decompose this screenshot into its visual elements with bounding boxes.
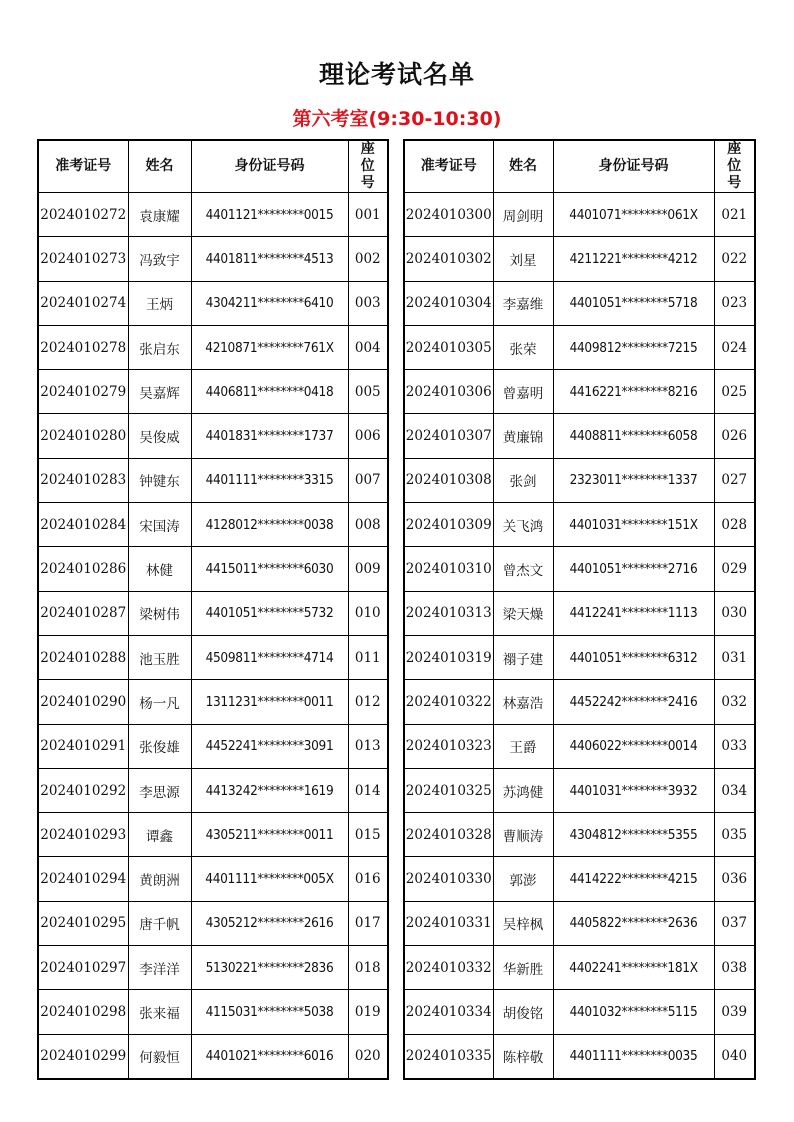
header-name: 姓名 xyxy=(493,140,553,193)
cell-seat-no: 011 xyxy=(348,635,388,679)
exam-room-subtitle: 第六考室(9:30-10:30) xyxy=(292,108,502,130)
cell-exam-no: 2024010297 xyxy=(38,946,128,990)
table-row xyxy=(38,813,388,857)
table-row xyxy=(404,591,755,635)
cell-exam-no: 2024010331 xyxy=(404,901,493,945)
header-exam-no: 准考证号 xyxy=(38,140,128,193)
table-row xyxy=(404,857,755,901)
cell-id-no: 4305211********0011 xyxy=(191,813,348,857)
table-row xyxy=(38,990,388,1034)
cell-name: 曾嘉明 xyxy=(493,370,553,414)
header-seat-no: 座位号 xyxy=(714,140,755,193)
cell-name: 禤子建 xyxy=(493,635,553,679)
cell-exam-no: 2024010292 xyxy=(38,768,128,812)
cell-name: 黄廉锦 xyxy=(493,414,553,458)
cell-exam-no: 2024010294 xyxy=(38,857,128,901)
cell-exam-no: 2024010302 xyxy=(404,237,493,281)
cell-seat-no: 029 xyxy=(714,547,755,591)
cell-name: 林健 xyxy=(128,547,191,591)
table-row xyxy=(38,237,388,281)
cell-name: 张剑 xyxy=(493,458,553,502)
cell-name: 张俊雄 xyxy=(128,724,191,768)
cell-id-no: 1311231********0011 xyxy=(191,680,348,724)
cell-seat-no: 031 xyxy=(714,635,755,679)
cell-id-no: 4452242********2416 xyxy=(553,680,714,724)
cell-seat-no: 040 xyxy=(714,1034,755,1079)
table-row xyxy=(38,281,388,325)
cell-name: 杨一凡 xyxy=(128,680,191,724)
cell-name: 关飞鸿 xyxy=(493,503,553,547)
table-row xyxy=(38,547,388,591)
cell-seat-no: 023 xyxy=(714,281,755,325)
cell-id-no: 4401831********1737 xyxy=(191,414,348,458)
cell-exam-no: 2024010298 xyxy=(38,990,128,1034)
cell-seat-no: 012 xyxy=(348,680,388,724)
cell-seat-no: 027 xyxy=(714,458,755,502)
cell-name: 梁树伟 xyxy=(128,591,191,635)
cell-seat-no: 013 xyxy=(348,724,388,768)
table-row xyxy=(404,503,755,547)
cell-name: 吴嘉辉 xyxy=(128,370,191,414)
table-row xyxy=(404,325,755,369)
header-name: 姓名 xyxy=(128,140,191,193)
table-row xyxy=(38,901,388,945)
cell-id-no: 4304812********5355 xyxy=(553,813,714,857)
cell-id-no: 4401111********005X xyxy=(191,857,348,901)
cell-id-no: 4128012********0038 xyxy=(191,503,348,547)
cell-id-no: 4401111********3315 xyxy=(191,458,348,502)
cell-seat-no: 007 xyxy=(348,458,388,502)
table-row xyxy=(404,901,755,945)
cell-name: 冯致宇 xyxy=(128,237,191,281)
table-row xyxy=(404,813,755,857)
table-row xyxy=(404,768,755,812)
cell-id-no: 5130221********2836 xyxy=(191,946,348,990)
cell-id-no: 4401032********5115 xyxy=(553,990,714,1034)
cell-id-no: 4401121********0015 xyxy=(191,193,348,237)
cell-seat-no: 039 xyxy=(714,990,755,1034)
table-row xyxy=(404,370,755,414)
cell-id-no: 4210871********761X xyxy=(191,325,348,369)
table-row xyxy=(38,724,388,768)
table-row xyxy=(38,193,388,237)
cell-name: 曾杰文 xyxy=(493,547,553,591)
cell-id-no: 4401051********5732 xyxy=(191,591,348,635)
cell-exam-no: 2024010330 xyxy=(404,857,493,901)
cell-name: 黄朗洲 xyxy=(128,857,191,901)
table-row xyxy=(404,680,755,724)
cell-id-no: 4401111********0035 xyxy=(553,1034,714,1079)
cell-seat-no: 037 xyxy=(714,901,755,945)
cell-seat-no: 034 xyxy=(714,768,755,812)
table-row xyxy=(38,857,388,901)
cell-id-no: 2323011********1337 xyxy=(553,458,714,502)
cell-name: 李嘉维 xyxy=(493,281,553,325)
cell-name: 池玉胜 xyxy=(128,635,191,679)
cell-name: 谭鑫 xyxy=(128,813,191,857)
cell-name: 林嘉浩 xyxy=(493,680,553,724)
table-header-row xyxy=(38,140,388,193)
table-row xyxy=(404,635,755,679)
cell-id-no: 4115031********5038 xyxy=(191,990,348,1034)
cell-exam-no: 2024010304 xyxy=(404,281,493,325)
cell-name: 张来福 xyxy=(128,990,191,1034)
cell-id-no: 4401051********5718 xyxy=(553,281,714,325)
cell-id-no: 4401071********061X xyxy=(553,193,714,237)
cell-exam-no: 2024010291 xyxy=(38,724,128,768)
cell-seat-no: 019 xyxy=(348,990,388,1034)
cell-id-no: 4409812********7215 xyxy=(553,325,714,369)
cell-id-no: 4211221********4212 xyxy=(553,237,714,281)
cell-exam-no: 2024010272 xyxy=(38,193,128,237)
cell-seat-no: 010 xyxy=(348,591,388,635)
cell-exam-no: 2024010287 xyxy=(38,591,128,635)
cell-seat-no: 024 xyxy=(714,325,755,369)
cell-seat-no: 026 xyxy=(714,414,755,458)
cell-name: 李洋洋 xyxy=(128,946,191,990)
cell-id-no: 4452241********3091 xyxy=(191,724,348,768)
table-row xyxy=(38,458,388,502)
cell-exam-no: 2024010307 xyxy=(404,414,493,458)
table-row xyxy=(38,1034,388,1079)
cell-id-no: 4401031********151X xyxy=(553,503,714,547)
cell-seat-no: 003 xyxy=(348,281,388,325)
table-row xyxy=(38,635,388,679)
cell-name: 何毅恒 xyxy=(128,1034,191,1079)
cell-exam-no: 2024010295 xyxy=(38,901,128,945)
cell-seat-no: 002 xyxy=(348,237,388,281)
cell-seat-no: 001 xyxy=(348,193,388,237)
cell-name: 吴梓枫 xyxy=(493,901,553,945)
cell-id-no: 4408811********6058 xyxy=(553,414,714,458)
table-row xyxy=(404,724,755,768)
table-row xyxy=(38,591,388,635)
cell-seat-no: 032 xyxy=(714,680,755,724)
cell-name: 李思源 xyxy=(128,768,191,812)
cell-exam-no: 2024010279 xyxy=(38,370,128,414)
cell-exam-no: 2024010325 xyxy=(404,768,493,812)
cell-seat-no: 036 xyxy=(714,857,755,901)
cell-seat-no: 014 xyxy=(348,768,388,812)
cell-seat-no: 038 xyxy=(714,946,755,990)
cell-name: 华新胜 xyxy=(493,946,553,990)
cell-id-no: 4401031********3932 xyxy=(553,768,714,812)
cell-seat-no: 020 xyxy=(348,1034,388,1079)
cell-exam-no: 2024010299 xyxy=(38,1034,128,1079)
cell-name: 陈梓敬 xyxy=(493,1034,553,1079)
table-row xyxy=(38,768,388,812)
table-row xyxy=(404,281,755,325)
cell-exam-no: 2024010335 xyxy=(404,1034,493,1079)
cell-id-no: 4412241********1113 xyxy=(553,591,714,635)
cell-name: 宋国涛 xyxy=(128,503,191,547)
cell-id-no: 4415011********6030 xyxy=(191,547,348,591)
cell-seat-no: 021 xyxy=(714,193,755,237)
cell-seat-no: 016 xyxy=(348,857,388,901)
table-row xyxy=(38,946,388,990)
cell-name: 梁天燥 xyxy=(493,591,553,635)
cell-seat-no: 018 xyxy=(348,946,388,990)
table-row xyxy=(38,325,388,369)
cell-exam-no: 2024010313 xyxy=(404,591,493,635)
cell-id-no: 4416221********8216 xyxy=(553,370,714,414)
table-row xyxy=(404,193,755,237)
cell-exam-no: 2024010286 xyxy=(38,547,128,591)
table-row xyxy=(404,547,755,591)
roster-table-left xyxy=(37,139,389,1080)
cell-name: 王炳 xyxy=(128,281,191,325)
cell-id-no: 4406811********0418 xyxy=(191,370,348,414)
cell-seat-no: 025 xyxy=(714,370,755,414)
cell-exam-no: 2024010334 xyxy=(404,990,493,1034)
cell-id-no: 4401811********4513 xyxy=(191,237,348,281)
table-row xyxy=(404,458,755,502)
cell-id-no: 4402241********181X xyxy=(553,946,714,990)
cell-name: 唐千帆 xyxy=(128,901,191,945)
cell-seat-no: 033 xyxy=(714,724,755,768)
cell-exam-no: 2024010273 xyxy=(38,237,128,281)
cell-id-no: 4413242********1619 xyxy=(191,768,348,812)
cell-seat-no: 017 xyxy=(348,901,388,945)
cell-exam-no: 2024010300 xyxy=(404,193,493,237)
table-row xyxy=(404,237,755,281)
table-row xyxy=(38,503,388,547)
cell-name: 刘星 xyxy=(493,237,553,281)
cell-id-no: 4305212********2616 xyxy=(191,901,348,945)
cell-name: 张启东 xyxy=(128,325,191,369)
cell-seat-no: 028 xyxy=(714,503,755,547)
cell-exam-no: 2024010305 xyxy=(404,325,493,369)
cell-name: 袁康耀 xyxy=(128,193,191,237)
cell-seat-no: 005 xyxy=(348,370,388,414)
cell-exam-no: 2024010278 xyxy=(38,325,128,369)
cell-seat-no: 030 xyxy=(714,591,755,635)
cell-seat-no: 015 xyxy=(348,813,388,857)
header-id-no: 身份证号码 xyxy=(553,140,714,193)
cell-name: 曹顺涛 xyxy=(493,813,553,857)
cell-exam-no: 2024010308 xyxy=(404,458,493,502)
cell-name: 吴俊威 xyxy=(128,414,191,458)
cell-seat-no: 009 xyxy=(348,547,388,591)
cell-id-no: 4406022********0014 xyxy=(553,724,714,768)
table-row xyxy=(38,414,388,458)
cell-name: 苏鸿健 xyxy=(493,768,553,812)
table-row xyxy=(404,990,755,1034)
cell-exam-no: 2024010284 xyxy=(38,503,128,547)
header-seat-no: 座位号 xyxy=(348,140,388,193)
cell-exam-no: 2024010332 xyxy=(404,946,493,990)
table-row xyxy=(404,946,755,990)
cell-name: 钟键东 xyxy=(128,458,191,502)
cell-exam-no: 2024010293 xyxy=(38,813,128,857)
table-row xyxy=(38,680,388,724)
cell-id-no: 4509811********4714 xyxy=(191,635,348,679)
cell-exam-no: 2024010322 xyxy=(404,680,493,724)
cell-exam-no: 2024010280 xyxy=(38,414,128,458)
cell-exam-no: 2024010310 xyxy=(404,547,493,591)
cell-exam-no: 2024010274 xyxy=(38,281,128,325)
cell-exam-no: 2024010306 xyxy=(404,370,493,414)
cell-id-no: 4401021********6016 xyxy=(191,1034,348,1079)
roster-table-right xyxy=(403,139,756,1080)
cell-exam-no: 2024010323 xyxy=(404,724,493,768)
cell-id-no: 4414222********4215 xyxy=(553,857,714,901)
cell-exam-no: 2024010288 xyxy=(38,635,128,679)
cell-id-no: 4401051********2716 xyxy=(553,547,714,591)
cell-name: 王爵 xyxy=(493,724,553,768)
page-title: 理论考试名单 xyxy=(318,60,475,89)
cell-exam-no: 2024010290 xyxy=(38,680,128,724)
cell-name: 胡俊铭 xyxy=(493,990,553,1034)
table-row xyxy=(404,414,755,458)
cell-seat-no: 035 xyxy=(714,813,755,857)
cell-id-no: 4304211********6410 xyxy=(191,281,348,325)
cell-id-no: 4405822********2636 xyxy=(553,901,714,945)
cell-seat-no: 006 xyxy=(348,414,388,458)
cell-exam-no: 2024010328 xyxy=(404,813,493,857)
table-row xyxy=(404,1034,755,1079)
cell-name: 张荣 xyxy=(493,325,553,369)
cell-name: 郭澎 xyxy=(493,857,553,901)
header-exam-no: 准考证号 xyxy=(404,140,493,193)
cell-seat-no: 008 xyxy=(348,503,388,547)
table-header-row xyxy=(404,140,755,193)
cell-id-no: 4401051********6312 xyxy=(553,635,714,679)
cell-seat-no: 004 xyxy=(348,325,388,369)
header-id-no: 身份证号码 xyxy=(191,140,348,193)
table-row xyxy=(38,370,388,414)
cell-exam-no: 2024010283 xyxy=(38,458,128,502)
cell-seat-no: 022 xyxy=(714,237,755,281)
cell-exam-no: 2024010309 xyxy=(404,503,493,547)
cell-exam-no: 2024010319 xyxy=(404,635,493,679)
cell-name: 周剑明 xyxy=(493,193,553,237)
